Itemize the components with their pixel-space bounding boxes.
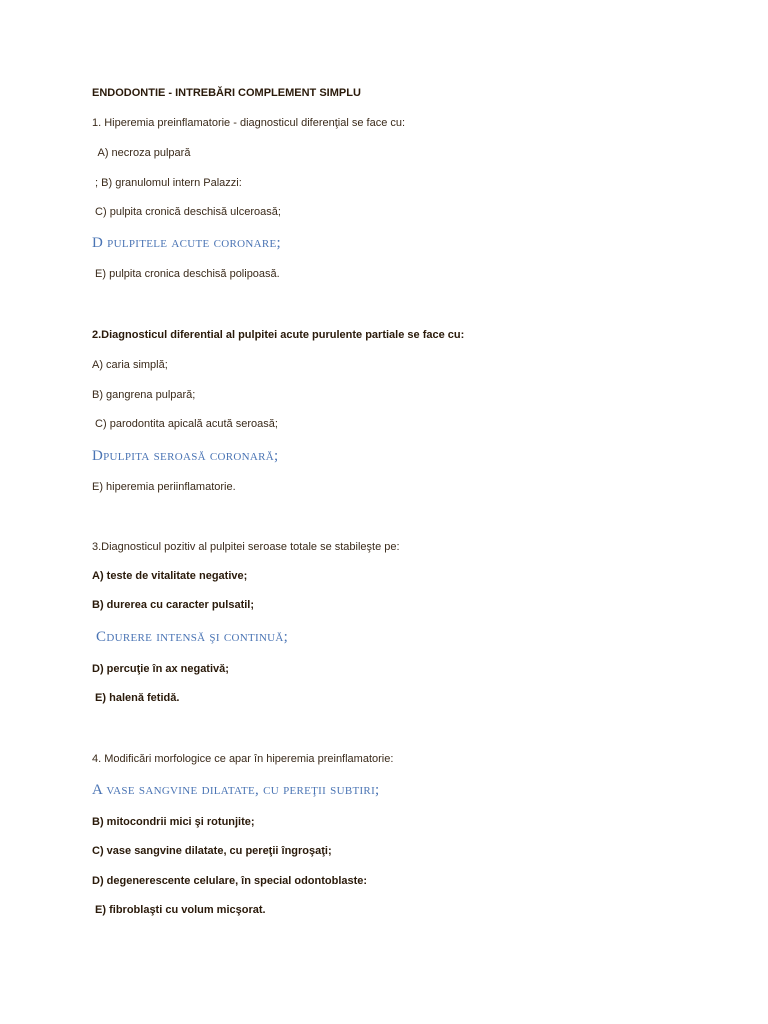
question-2-text: 2.Diagnosticul diferential al pulpitei acute purulente partiale se face cu:	[92, 329, 465, 341]
question-4-option-e: E) fibroblaşti cu volum micşorat.	[92, 904, 266, 916]
question-3-option-e: E) halenă fetidă.	[92, 692, 180, 704]
question-1-answer-d: D pulpitele acute coronare;	[92, 235, 281, 251]
question-3-option-b: B) durerea cu caracter pulsatil;	[92, 599, 255, 611]
question-4-answer-a: A vase sangvine dilatate, cu pereţii subtiri;	[92, 782, 380, 798]
question-3-answer-c: Cdurere intensă şi continuă;	[92, 629, 289, 645]
question-1-option-b: ; B) granulomul intern Palazzi:	[92, 177, 242, 189]
question-1-option-a: A) necroza pulpară	[92, 147, 191, 159]
question-3-option-a: A) teste de vitalitate negative;	[92, 570, 248, 582]
question-4-option-c: C) vase sangvine dilatate, cu pereţii îngroşaţi;	[92, 845, 332, 857]
question-2-option-e: E) hiperemia periinflamatorie.	[92, 481, 236, 493]
question-4-option-b: B) mitocondrii mici şi rotunjite;	[92, 816, 255, 828]
question-1-text: 1. Hiperemia preinflamatorie - diagnosticul diferenţial se face cu:	[92, 117, 406, 129]
document-title: ENDODONTIE - INTREBĂRI COMPLEMENT SIMPLU	[92, 87, 361, 99]
question-4-text: 4. Modificări morfologice ce apar în hiperemia preinflamatorie:	[92, 753, 394, 765]
question-2-answer-d: Dpulpita seroasă coronară;	[92, 448, 279, 464]
question-2-option-c: C) parodontita apicală acută seroasă;	[92, 418, 278, 430]
question-2-option-b: B) gangrena pulpară;	[92, 389, 196, 401]
question-4-option-d: D) degenerescente celulare, în special odontoblaste:	[92, 875, 368, 887]
question-2-option-a: A) caria simplă;	[92, 359, 168, 371]
question-3-option-d: D) percuţie în ax negativă;	[92, 663, 229, 675]
question-3-text: 3.Diagnosticul pozitiv al pulpitei seroase totale se stabileşte pe:	[92, 541, 400, 553]
question-1-option-e: E) pulpita cronica deschisă polipoasă.	[92, 268, 280, 280]
question-1-option-c: C) pulpita cronică deschisă ulceroasă;	[92, 206, 281, 218]
